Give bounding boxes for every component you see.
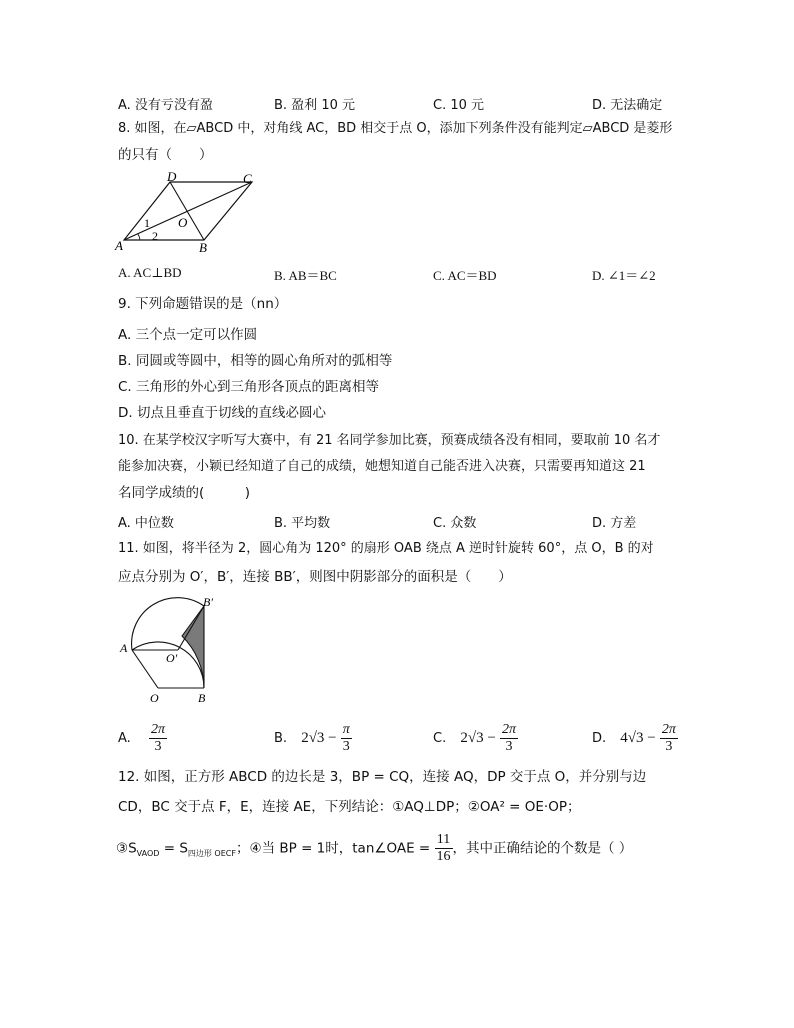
q10-option-b: B. 平均数: [274, 516, 331, 531]
q11-option-b-num: π: [342, 722, 350, 737]
q12-tan-num: 11: [435, 832, 453, 849]
q11-option-c-label: C.: [433, 731, 447, 746]
q12-line3-part-d: ，其中正确结论的个数是（ ）: [452, 840, 633, 857]
q8-option-a: A. AC⊥BD: [118, 265, 182, 280]
q11-label-a: A: [120, 641, 128, 655]
q12-line3-sub-quad: 四边形 OECF: [187, 849, 236, 859]
q11-label-b-prime: B′: [203, 596, 213, 609]
q11-option-c-radical: 2√3 −: [460, 730, 496, 746]
q11-option-a-num: 2π: [150, 722, 165, 737]
q11-option-c-fraction: [500, 722, 518, 755]
q11-option-b: [274, 722, 352, 755]
q11-option-c-den: 3: [505, 739, 513, 754]
q7-option-b: B. 盈利 10 元: [274, 98, 355, 113]
q11-option-d-fraction: [660, 722, 678, 755]
q10-stem-line1: 10. 在某学校汉字听写大赛中，有 21 名同学参加比赛，预赛成绩各没有相同，要取前 10 名才: [118, 433, 661, 448]
q7-option-d: D. 无法确定: [592, 98, 663, 113]
q12-stem-line2: CD，BC 交于点 F，E，连接 AE，下列结论：①AQ⊥DP；②OA² = OE·OP；: [118, 799, 581, 815]
q9-option-a: A. 三个点一定可以作圆: [118, 327, 258, 343]
q11-label-o-prime: O′: [166, 651, 178, 665]
q8-option-b: B. AB＝BC: [274, 268, 337, 283]
q10-stem-line2: 能参加决赛，小颖已经知道了自己的成绩，她想知道自己能否进入决赛，只需要再知道这 21: [118, 459, 646, 474]
q8-label-b: B: [199, 240, 207, 255]
q11-option-d-label: D.: [592, 731, 607, 746]
q10-option-a: A. 中位数: [118, 516, 174, 531]
q11-option-d-radical: 4√3 −: [620, 730, 656, 746]
q7-option-c: C. 10 元: [433, 98, 485, 113]
q11-label-b: B: [198, 691, 206, 705]
q11-option-a: [118, 722, 167, 755]
q8-label-2: 2: [152, 229, 158, 243]
q8-option-c: C. AC＝BD: [433, 268, 497, 283]
q11-option-d: [592, 722, 678, 755]
q7-option-a: A. 没有亏没有盈: [118, 98, 213, 113]
q9-option-c: C. 三角形的外心到三角形各顶点的距离相等: [118, 379, 380, 395]
q8-label-d: D: [167, 170, 177, 184]
q11-option-b-label: B.: [274, 731, 288, 746]
q8-parallelogram-figure: [112, 170, 262, 255]
q9-option-b: B. 同圆或等圆中，相等的圆心角所对的弧相等: [118, 353, 393, 369]
q11-option-d-num: 2π: [661, 722, 676, 737]
q9-stem: 9. 下列命题错误的是（nn）: [118, 296, 288, 312]
q8-label-o: O: [178, 215, 188, 230]
q8-label-a: A: [115, 238, 123, 253]
q8-stem-line2: 的只有（ ）: [118, 147, 213, 163]
q11-stem-line1: 11. 如图，将半径为 2，圆心角为 120° 的扇形 OAB 绕点 A 逆时针旋转 60°，点 O，B 的对: [118, 541, 654, 556]
q8-stem-line1: 8. 如图，在▱ABCD 中，对角线 AC，BD 相交于点 O，添加下列条件没有能判定▱ABCD 是菱形: [118, 121, 673, 136]
q12-line3-part-c: ；④当 BP = 1时，tan∠OAE =: [235, 840, 431, 857]
q10-stem-line3: 名同学成绩的( ): [118, 485, 251, 501]
q11-option-c: [433, 722, 518, 755]
q12-line3-sub-aod: VAOD: [136, 849, 160, 859]
q12-line3-part-b: = S: [159, 840, 188, 857]
q11-option-b-fraction: [341, 722, 352, 755]
q10-option-c: C. 众数: [433, 516, 477, 531]
q12-line3-part-a: ③S: [116, 840, 137, 857]
q11-stem-line2: 应点分别为 O′，B′，连接 BB′，则图中阴影部分的面积是（ ）: [118, 569, 512, 585]
q11-label-o: O: [150, 691, 159, 705]
q11-option-b-den: 3: [342, 739, 350, 754]
q11-option-a-label: A.: [118, 731, 131, 746]
q8-label-c: C: [243, 171, 252, 186]
q10-option-d: D. 方差: [592, 516, 637, 531]
q9-option-d: D. 切点且垂直于切线的直线必圆心: [118, 405, 326, 421]
q11-sector-figure: [116, 596, 226, 708]
q11-option-a-den: 3: [154, 739, 162, 754]
q11-option-d-den: 3: [665, 739, 673, 754]
q12-stem-line3: [116, 832, 632, 869]
q8-label-1: 1: [144, 216, 150, 230]
q11-option-b-radical: 2√3 −: [301, 730, 337, 746]
q8-option-d: D. ∠1＝∠2: [592, 268, 656, 283]
q11-option-a-fraction: [149, 722, 167, 755]
q11-option-c-num: 2π: [501, 722, 516, 737]
q12-stem-line1: 12. 如图，正方形 ABCD 的边长是 3，BP = CQ，连接 AQ，DP 交于点 O，并分别与边: [118, 769, 647, 785]
q12-tan-fraction: [435, 832, 453, 865]
q12-tan-den: 16: [436, 849, 451, 864]
